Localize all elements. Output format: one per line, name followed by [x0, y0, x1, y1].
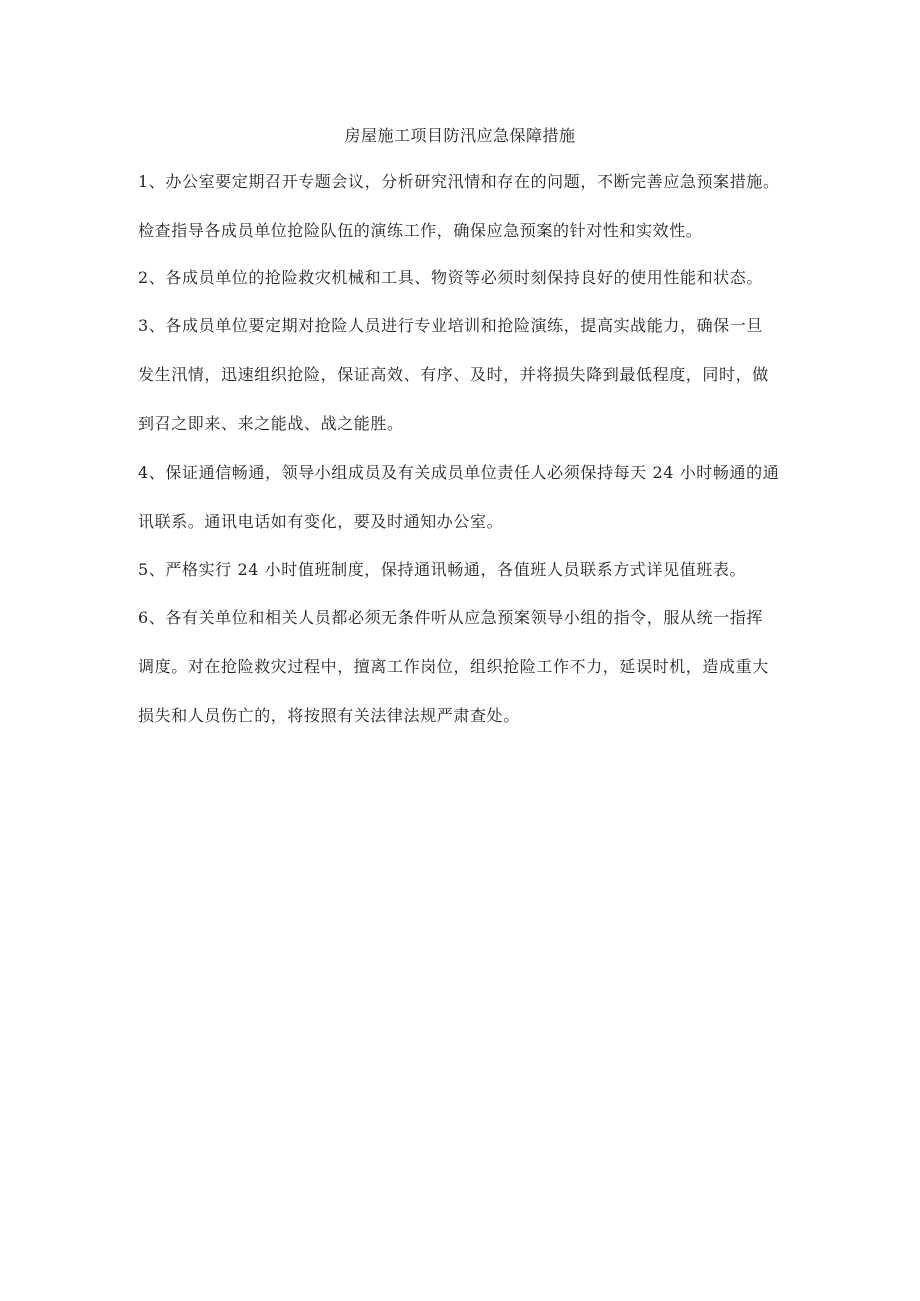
paragraph-line: 4、保证通信畅通，领导小组成员及有关成员单位责任人必须保持每天 24 小时畅通的通	[138, 463, 780, 482]
paragraph-2	[138, 253, 798, 302]
paragraph-line: 2、各成员单位的抢险救灾机械和工具、物资等必须时刻保持良好的使用性能和状态。	[138, 268, 763, 287]
paragraph-line: 调度。对在抢险救灾过程中，擅离工作岗位，组织抢险工作不力，延误时机，造成重大	[138, 657, 769, 676]
paragraph-line: 1、办公室要定期召开专题会议，分析研究汛情和存在的问题，不断完善应急预案措施。	[138, 172, 780, 191]
page-title: 房屋施工项目防汛应急保障措施	[344, 126, 576, 145]
paragraph-line: 5、严格实行 24 小时值班制度，保持通讯畅通，各值班人员联系方式详见值班表。	[138, 560, 747, 579]
paragraph-line: 讯联系。通讯电话如有变化，要及时通知办公室。	[138, 512, 504, 531]
paragraph-line: 3、各成员单位要定期对抢险人员进行专业培训和抢险演练，提高实战能力，确保一旦	[138, 316, 763, 335]
paragraph-3	[138, 301, 798, 448]
paragraph-line: 发生汛情，迅速组织抢险，保证高效、有序、及时，并将损失降到最低程度，同时，做	[138, 365, 769, 384]
paragraph-1	[138, 157, 798, 255]
paragraph-line: 6、各有关单位和相关人员都必须无条件听从应急预案领导小组的指令，服从统一指挥	[138, 608, 763, 627]
paragraph-line: 到召之即来、来之能战、战之能胜。	[138, 414, 404, 433]
paragraph-line: 损失和人员伤亡的，将按照有关法律法规严肃查处。	[138, 706, 520, 725]
paragraph-6	[138, 593, 798, 740]
paragraph-line: 检查指导各成员单位抢险队伍的演练工作，确保应急预案的针对性和实效性。	[138, 221, 703, 240]
paragraph-4	[138, 448, 798, 546]
paragraph-5	[138, 545, 798, 594]
